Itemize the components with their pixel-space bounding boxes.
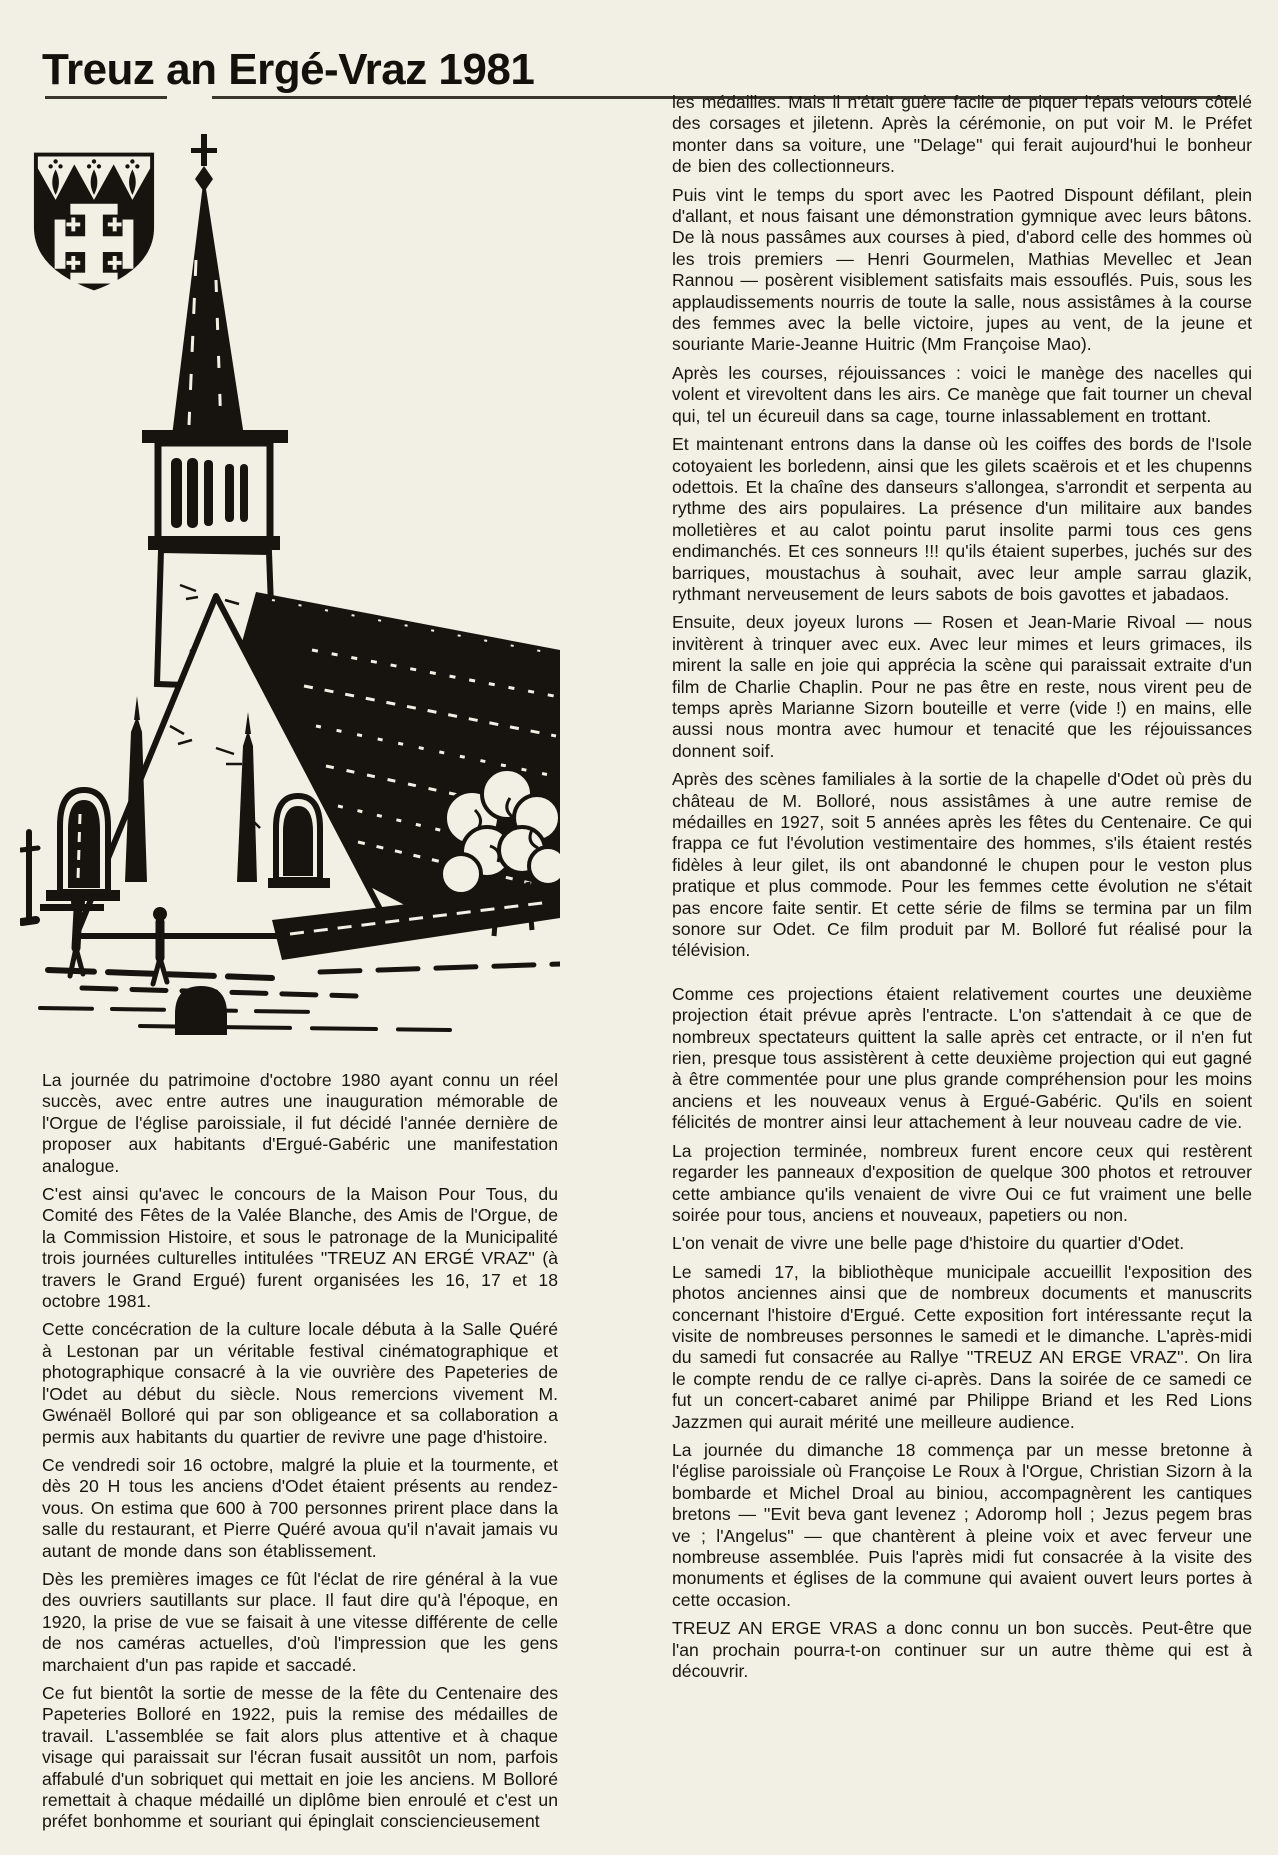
ground-strokes: [40, 964, 560, 1030]
paragraph: L'on venait de vivre une belle page d'histoire du quartier d'Odet.: [672, 1233, 1185, 1254]
paragraph: Dès les premières images ce fût l'éclat de rire général à la vue des ouvriers sautillants sur place. Il faut dire qu'à l'époque, en 1920, la prise de vue se faisait à une vitesse différente de celle de nos caméras actuelles, d'où l'impression que les gens marchaient d'un pas rapide et saccadé.: [42, 1568, 558, 1675]
church-spire: [142, 134, 288, 443]
paragraph: Comme ces projections étaient relativement courtes une deuxième projection était prévue après l'entracte. L'on s'attendait à ce que de nombreux spectateurs quittent la salle après cet entracte, or il n'en fut rien, presque tous assistèrent à cette deuxième projection qui eut gagné à être commentée pour une plus grande compréhension pour les moins anciens et les nouveaux venus à Ergué-Gabéric. Qu'ils en soient félicités de montrer ainsi leur attachement à leur nouveau cadre de vie.: [672, 983, 1252, 1133]
calvary-cross: [21, 832, 38, 922]
paragraph: C'est ainsi qu'avec le concours de la Maison Pour Tous, du Comité des Fêtes de la Valée Blanche, des Amis de l'Orgue, de la Commission Histoire, et sous le patronage de la Municipalité trois journées culturelles intitulées ''TREUZ AN ERGÉ VRAZ'' (à travers le Grand Ergué) furent organisées les 16, 17 et 18 octobre 1981.: [42, 1184, 558, 1312]
title-underline-left: [45, 96, 167, 99]
paragraph: Cette concécration de la culture locale débuta à la Salle Quéré à Lestonan par un véritable festival cinématographique et photographique consacré à la vie ouvrière des Papeteries de l'Odet au début du siècle. Nous remercions vivement M. Gwénaël Bolloré qui par son obligeance et sa collaboration a permis aux habitants du quartier de revivre une page d'histoire.: [42, 1319, 558, 1447]
paragraph: les médailles. Mais il n'était guère facile de piquer l'épais velours côtelé des corsages et jiletenn. Après la cérémonie, on put voir M. le Préfet monter dans sa voiture, une ''Delage'' qui ferait aujourd'hui le bonheur de bien des collectionneurs.: [672, 92, 1252, 177]
paragraph: Et maintenant entrons dans la danse où les coiffes des bords de l'Isole cotoyaient les borledenn, ainsi que les gilets scaërois et et les chupenns odettois. Et la chaîne des danseurs s'allongea, s'arrondit et serpenta au rythme des airs populaires. La présence d'un militaire aux bandes molletières et au calot pointu parut insolite parmi tous ces gens endimanchés. Et ces sonneurs !!! qu'ils étaient superbes, juchés sur des barriques, moustachus à souhait, avec leur ample sarrau glazik, rythmant nerveusement de leurs sabots de bois gavottes et jabadaos.: [672, 434, 1252, 604]
paragraph: La journée du patrimoine d'octobre 1980 ayant connu un réel succès, avec entre autres une inauguration mémorable de l'Orgue de l'église paroissiale, il fut décidé l'année dernière de proposer aux habitants d'Ergué-Gabéric une manifestation analogue.: [42, 1070, 558, 1176]
paragraph: Le samedi 17, la bibliothèque municipale accueillit l'exposition des photos anciennes ainsi que de nombreux documents et manuscrits concernant l'histoire d'Ergué. Cette exposition fort intéressante reçut la visite de nombreuses personnes le samedi et le dimanche. L'après-midi du samedi fut consacrée au Rallye ''TREUZ AN ERGE VRAZ''. On lira le compte rendu de ce rallye ci-après. Dans la soirée de ce samedi ce fut un concert-cabaret animé par Philippe Briand et les Red Lions Jazzmen qui aurait mérité une meilleure audience.: [672, 1261, 1252, 1432]
paragraph: Ce vendredi soir 16 octobre, malgré la pluie et la tourmente, et dès 20 H tous les anciens d'Odet étaient présents au rendez-vous. On estima que 600 à 700 personnes prirent place dans la salle du restaurant, et Pierre Quéré avoua qu'il n'avait jamais vu autant de monde dans son établissement.: [42, 1454, 558, 1561]
coat-of-arms-icon: [30, 148, 158, 295]
paragraph: Puis vint le temps du sport avec les Paotred Dispount défilant, plein d'allant, et nous faisant une démonstration gymnique avec leurs bâtons. De là nous passâmes aux courses à pied, d'abord celle des hommes où les trois premiers — Henri Gourmelen, Mathias Mevellec et Jean Rannou — posèrent visiblement satisfaits mais essouflés. Puis, sous les applaudissements nourris de toute la salle, nous assistâmes à la course des femmes avec la belle victoire, jupes au vent, de la jeune et souriante Marie-Jeanne Huitric (Mm Françoise Mao).: [672, 184, 1253, 355]
paragraph: La projection terminée, nombreux furent encore ceux qui restèrent regarder les panneaux d'exposition de quelque 300 photos et retrouver cette ambiance qu'ils venaient de vivre Oui ce fut vraiment une belle soirée pour tous, anciens et nouveaux, papetiers ou non.: [672, 1140, 1252, 1225]
page-title: Treuz an Ergé-Vraz 1981: [42, 45, 535, 95]
left-column: [42, 1070, 558, 1840]
paragraph: TREUZ AN ERGE VRAS a donc connu un bon succès. Peut-être que l'an prochain pourra-t-on continuer sur un autre thème qui est à découvrir.: [672, 1618, 1252, 1682]
paragraph: Après les courses, réjouissances : voici le manège des nacelles qui volent et virevoltent dans les airs. Ce manège que fait tourner un cheval qui, tel un écureuil dans sa cage, tourne inlassablement en trottant.: [672, 362, 1252, 426]
paragraph: Ce fut bientôt la sortie de messe de la fête du Centenaire des Papeteries Bolloré en 1922, puis la remise des médailles de travail. L'assemblée se fait alors plus attentive et à chaque visage qui paraissait sur l'écran fusait aussitôt un nom, parfois affabulé d'un sobriquet qui mettait en joie les anciens. M Bolloré remettait à chaque médaillé un diplôme bien enroulé et c'est un préfet bonhomme et souriant qui épinglait consciencieusement: [42, 1682, 558, 1832]
paragraph: Après des scènes familiales à la sortie de la chapelle d'Odet où près du château de M. Bolloré, nous assistâmes à une autre remise de médailles en 1927, soit 5 années après les fêtes du Centenaire. Ce qui frappa ce fut l'évolution vestimentaire des hommes, s'ils étaient restés fidèles à leur gilet, ils ont abandonné le chupen pour le veston plus pratique et plus commode. Pour les femmes cette évolution ne s'était pas encore faite sentir. Et cette série de films se termina par un film sonore sur Odet. Ce film produit par M. Bolloré fut réalisé pour la télévision.: [672, 769, 1252, 961]
paragraph: Ensuite, deux joyeux lurons — Rosen et Jean-Marie Rivoal — nous invitèrent à trinquer avec eux. Avec leur mimes et leurs grimaces, ils mirent la salle en joie qui apprécia la scène qui paraissait extraite d'un film de Charlie Chaplin. Pour ne pas être en reste, nous virent peu de temps après Marianne Sizorn bouteille et verre (vide !) en mains, elle aussi nous montra avec humour et tenacité que les réjouissances donnent soif.: [672, 612, 1252, 761]
paragraph: La journée du dimanche 18 commença par un messe bretonne à l'église paroissiale où Françoise Le Roux à l'Orgue, Christian Sizorn à la bombarde et Michel Droal au biniou, accompagnèrent les cantiques bretons — ''Evit beva gant levenez ; Adoromp holl ; Jezus pegem bras ve ; l'Angelus'' — que chantèrent à pleine voix et avec ferveur une nombreuse assemblée. Puis l'après midi fut consacrée à la visite des monuments et églises de la commune qui avaient ouvert leurs portes à cette occasion.: [672, 1439, 1252, 1610]
right-column: [672, 92, 1252, 1689]
